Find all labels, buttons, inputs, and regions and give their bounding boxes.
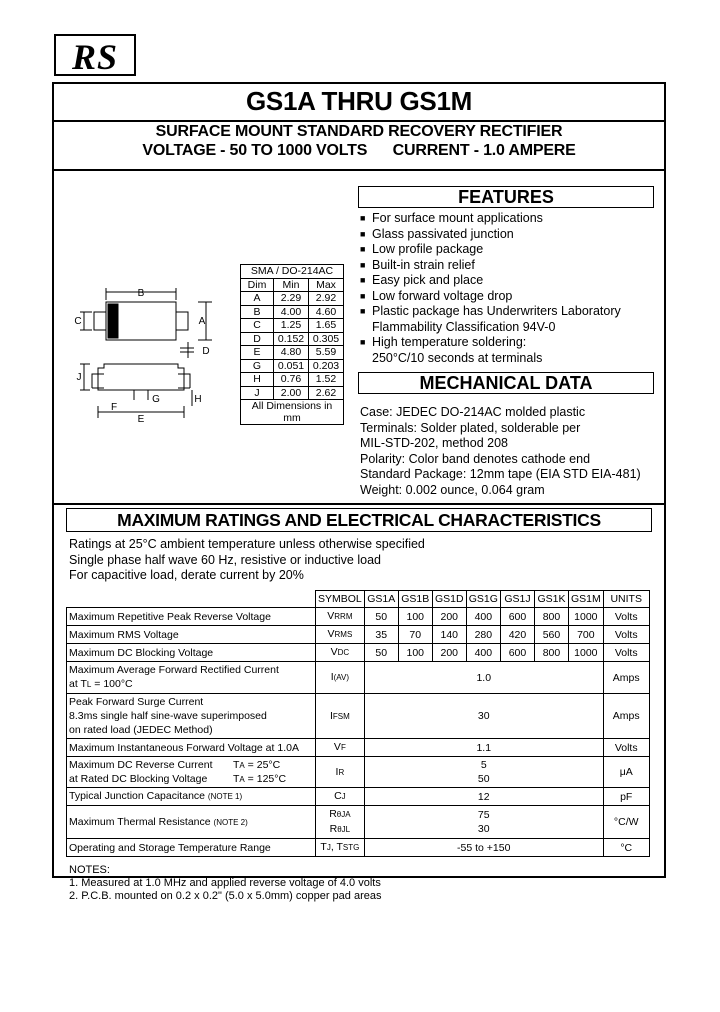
package-outline-drawing <box>74 280 234 425</box>
dim-label-a: A <box>198 316 206 327</box>
company-logo: RS <box>54 34 136 76</box>
divider <box>52 503 666 505</box>
bullet-icon: ■ <box>360 228 366 239</box>
feature-item: ■ For surface mount applications <box>360 211 543 225</box>
feature-item: ■ Low forward voltage drop <box>360 288 513 303</box>
intro-line: For capacitive load, derate current by 20% <box>69 568 304 582</box>
dim-label-b: B <box>137 288 145 299</box>
characteristics-table <box>66 590 650 857</box>
lead-left <box>94 312 106 330</box>
feature-item: ■ Plastic package has Underwriters Laboratory <box>360 304 621 318</box>
mechanical-line: Weight: 0.002 ounce, 0.064 gram <box>360 482 545 497</box>
dim-row: D 0.152 0.305 <box>241 332 344 346</box>
notes <box>69 864 382 903</box>
dim-label-g: G <box>152 394 160 405</box>
note-item: 2. P.C.B. mounted on 0.2 x 0.2" (5.0 x 5.0mm) copper pad areas <box>69 890 382 902</box>
bullet-icon: ■ <box>360 337 366 347</box>
dim-row: C 1.25 1.65 <box>241 319 344 333</box>
dim-row: E 4.80 5.59 <box>241 346 344 360</box>
divider <box>52 169 666 171</box>
feature-item: ■ Easy pick and place <box>360 273 484 287</box>
table-row: Maximum Average Forward Rectified Current at TL = 100°C I(AV) 1.0 Amps <box>67 662 650 694</box>
cathode-band <box>108 304 118 338</box>
dim-row: H 0.76 1.52 <box>241 373 344 387</box>
features-heading: FEATURES <box>358 186 654 208</box>
dim-table-title: SMA / DO-214AC <box>241 265 344 279</box>
dim-label-c: C <box>74 316 82 327</box>
dim-table-footer: All Dimensions in mm <box>241 400 344 425</box>
dim-row: B 4.00 4.60 <box>241 305 344 319</box>
dim-header: Min <box>274 278 309 292</box>
subtitle-line-1: SURFACE MOUNT STANDARD RECOVERY RECTIFIER <box>155 123 563 140</box>
bullet-icon: ■ <box>360 290 366 301</box>
table-row: Maximum RMS Voltage VRMS 35 70 140 280 420 560 700 Volts <box>67 626 650 644</box>
dim-header: Dim <box>241 278 274 292</box>
dim-label-j: J <box>76 372 82 383</box>
features-list <box>360 211 660 366</box>
bullet-icon: ■ <box>360 213 366 223</box>
table-row: Maximum Instantaneous Forward Voltage at 1.0A VF 1.1 Volts <box>67 739 650 757</box>
feature-item: ■ High temperature soldering: <box>360 335 527 349</box>
mechanical-line: MIL-STD-202, method 208 <box>360 436 508 450</box>
mechanical-data <box>360 405 641 498</box>
mechanical-line: Polarity: Color band denotes cathode end <box>360 451 591 466</box>
lead-right <box>176 312 188 330</box>
feature-item-continued: Flammability Classification 94V-0 <box>372 319 556 334</box>
divider <box>52 120 666 122</box>
note-item: 1. Measured at 1.0 MHz and applied reverse voltage of 4.0 volts <box>69 877 381 889</box>
table-header-row: SYMBOL GS1A GS1B GS1D GS1G GS1J GS1K GS1M UNITS <box>67 591 650 608</box>
feature-item: ■ Low profile package <box>360 242 484 256</box>
dim-header: Max <box>309 278 344 292</box>
mechanical-line: Case: JEDEC DO-214AC molded plastic <box>360 405 586 419</box>
feature-item: ■ Built-in strain relief <box>360 257 475 272</box>
feature-item-continued: 250°C/10 seconds at terminals <box>372 350 543 365</box>
table-row: Peak Forward Surge Current 8.3ms single half sine-wave superimposed on rated load (JEDEC Method) IFSM 30 Amps <box>67 694 650 739</box>
dim-row: J 2.00 2.62 <box>241 386 344 400</box>
package-side-view <box>98 364 184 390</box>
notes-heading: NOTES: <box>69 864 110 876</box>
table-row: Maximum Thermal Resistance (NOTE 2) RθJA RθJL 75 30 °C/W <box>67 806 650 839</box>
bullet-icon: ■ <box>360 244 366 254</box>
table-row: Maximum DC Blocking Voltage VDC 50 100 200 400 600 800 1000 Volts <box>67 644 650 662</box>
mechanical-line: Standard Package: 12mm tape (EIA STD EIA-481) <box>360 467 641 481</box>
table-row: Operating and Storage Temperature Range TJ, TSTG -55 to +150 °C <box>67 839 650 857</box>
subtitle-line-2: VOLTAGE - 50 TO 1000 VOLTS CURRENT - 1.0 AMPERE <box>142 142 576 159</box>
dim-row: A 2.29 2.92 <box>241 292 344 306</box>
dim-row: G 0.051 0.203 <box>241 359 344 373</box>
intro-line: Ratings at 25°C ambient temperature unless otherwise specified <box>69 537 425 551</box>
ratings-intro <box>69 537 425 584</box>
mechanical-heading: MECHANICAL DATA <box>358 372 654 394</box>
feature-item: ■ Glass passivated junction <box>360 226 514 241</box>
dim-label-h: H <box>194 394 202 405</box>
bullet-icon: ■ <box>360 275 366 285</box>
bullet-icon: ■ <box>360 259 366 270</box>
dimension-table <box>240 264 344 425</box>
dim-label-d: D <box>202 346 210 357</box>
intro-line: Single phase half wave 60 Hz, resistive or inductive load <box>69 552 381 567</box>
dim-label-f: F <box>110 402 118 413</box>
table-row: Maximum DC Reverse Current TA = 25°C at Rated DC Blocking Voltage TA = 125°C IR 5 50 μA <box>67 757 650 788</box>
table-row: Typical Junction Capacitance (NOTE 1) CJ 12 pF <box>67 788 650 806</box>
ratings-heading: MAXIMUM RATINGS AND ELECTRICAL CHARACTERISTICS <box>66 508 652 532</box>
bullet-icon: ■ <box>360 306 366 316</box>
mechanical-line: Terminals: Solder plated, solderable per <box>360 420 581 435</box>
table-row: Maximum Repetitive Peak Reverse Voltage VRRM 50 100 200 400 600 800 1000 Volts <box>67 608 650 626</box>
dim-label-e: E <box>137 414 145 425</box>
page-title: GS1A THRU GS1M <box>246 86 472 116</box>
